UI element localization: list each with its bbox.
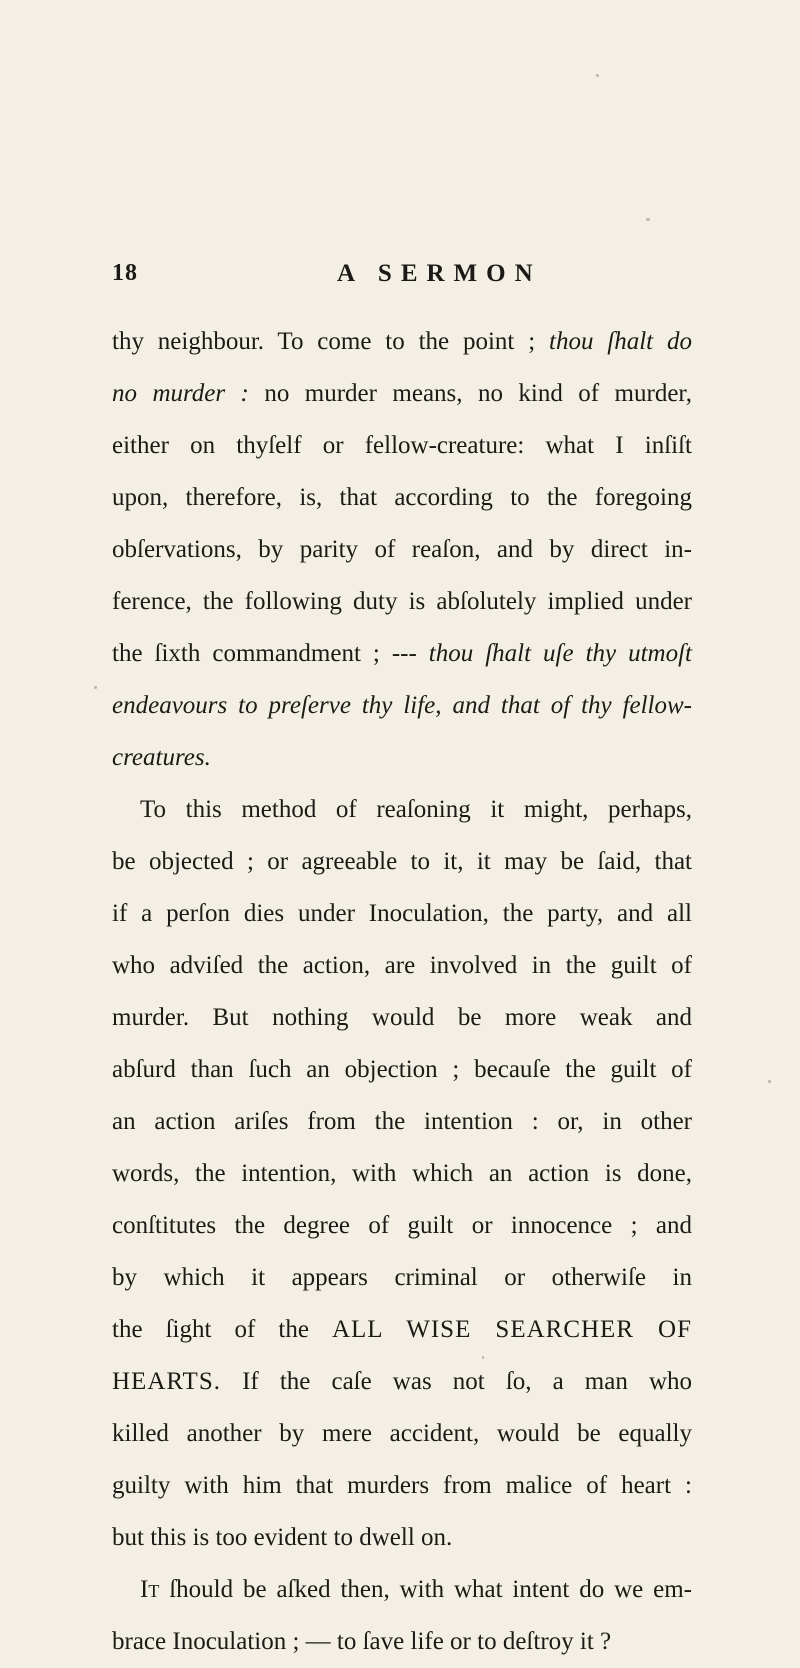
text-line: [112, 1096, 692, 1148]
text-segment: an action ariſes from the intention : or, in other: [112, 1108, 692, 1135]
text-segment: the ſight of the: [112, 1316, 332, 1343]
italic-text: thou ſhalt uſe thy utmoſt: [428, 640, 692, 667]
italic-text: no murder :: [112, 380, 249, 407]
text-line: [112, 940, 692, 992]
text-line: [112, 420, 692, 472]
text-line: [112, 628, 692, 680]
text-line: [112, 316, 692, 368]
text-segment: who adviſed the action, are involved in the guilt of: [112, 952, 692, 979]
text-segment: if a perſon dies under Inoculation, the party, and all: [112, 900, 692, 927]
text-segment: guilty with him that murders from malice of heart :: [112, 1472, 692, 1499]
paper-speck: [596, 74, 599, 77]
text-line: [112, 472, 692, 524]
italic-text: and that: [452, 692, 540, 719]
text-segment: If the caſe was not ſo, a man who: [220, 1368, 692, 1395]
text-line: [112, 1356, 692, 1408]
text-line: [112, 1616, 692, 1668]
text-segment: ference, the following duty is abſolutely implied under: [112, 588, 692, 615]
text-segment: but this is too evident to dwell on.: [112, 1524, 453, 1551]
text-line: [112, 1512, 692, 1564]
text-segment: the ſixth commandment ; ---: [112, 640, 429, 667]
text-line: [112, 992, 692, 1044]
page-header: [112, 260, 712, 300]
text-segment: conſtitutes the degree of guilt or innocence ; and: [112, 1212, 692, 1239]
page-number: 18: [112, 260, 138, 286]
text-segment: killed another by mere accident, would be equally: [112, 1420, 692, 1447]
text-segment: words, the intention, with which an action is done,: [112, 1160, 692, 1187]
text-line: [112, 368, 692, 420]
text-line: [112, 1304, 692, 1356]
text-line: [112, 732, 692, 784]
text-line: [112, 1408, 692, 1460]
paper-speck: [94, 686, 97, 689]
text-segment: It: [140, 1576, 160, 1603]
text-segment: To this method of reaſoning it might, perhaps,: [140, 796, 692, 823]
text-line: [112, 524, 692, 576]
text-line: [112, 1044, 692, 1096]
italic-text: of thy fellow-: [539, 692, 692, 719]
text-segment: upon, therefore, is, that according to the foregoing: [112, 484, 692, 511]
text-line: [112, 680, 692, 732]
text-segment: brace Inoculation ; — to ſave life or to deſtroy it ?: [112, 1628, 612, 1655]
text-segment: thy neighbour. To come to the point ;: [112, 328, 549, 355]
italic-text: creatures.: [112, 744, 211, 771]
text-segment: be objected ; or agreeable to it, it may be ſaid, that: [112, 848, 692, 875]
sermon-body-text: [112, 316, 692, 1668]
text-line: [112, 888, 692, 940]
paper-speck: [768, 1080, 771, 1083]
text-segment: ſhould be aſked then, with what intent do we em-: [159, 1576, 692, 1603]
paper-speck: [482, 1356, 484, 1359]
paper-speck: [646, 218, 650, 221]
text-line: [112, 576, 692, 628]
italic-text: endeavours to preſerve thy life,: [112, 692, 453, 719]
text-line: [112, 1564, 692, 1616]
text-line: [112, 1148, 692, 1200]
italic-text: thou ſhalt do: [549, 328, 692, 355]
text-line: [112, 836, 692, 888]
text-segment: either on thyſelf or fellow-creature: what I inſiſt: [112, 432, 692, 459]
text-segment: by which it appears criminal or otherwiſe in: [112, 1264, 692, 1291]
text-line: [112, 1460, 692, 1512]
text-line: [112, 1252, 692, 1304]
text-segment: no murder means, no kind of murder,: [248, 380, 692, 407]
text-segment: abſurd than ſuch an objection ; becauſe the guilt of: [112, 1056, 692, 1083]
text-segment: murder. But nothing would be more weak and: [112, 1004, 692, 1031]
text-segment: obſervations, by parity of reaſon, and by direct in-: [112, 536, 692, 563]
text-line: [112, 1200, 692, 1252]
text-line: [112, 784, 692, 836]
running-title: A SERMON: [337, 260, 542, 287]
text-segment: ALL WISE SEARCHER OF: [331, 1316, 693, 1343]
text-segment: HEARTS.: [112, 1368, 221, 1395]
